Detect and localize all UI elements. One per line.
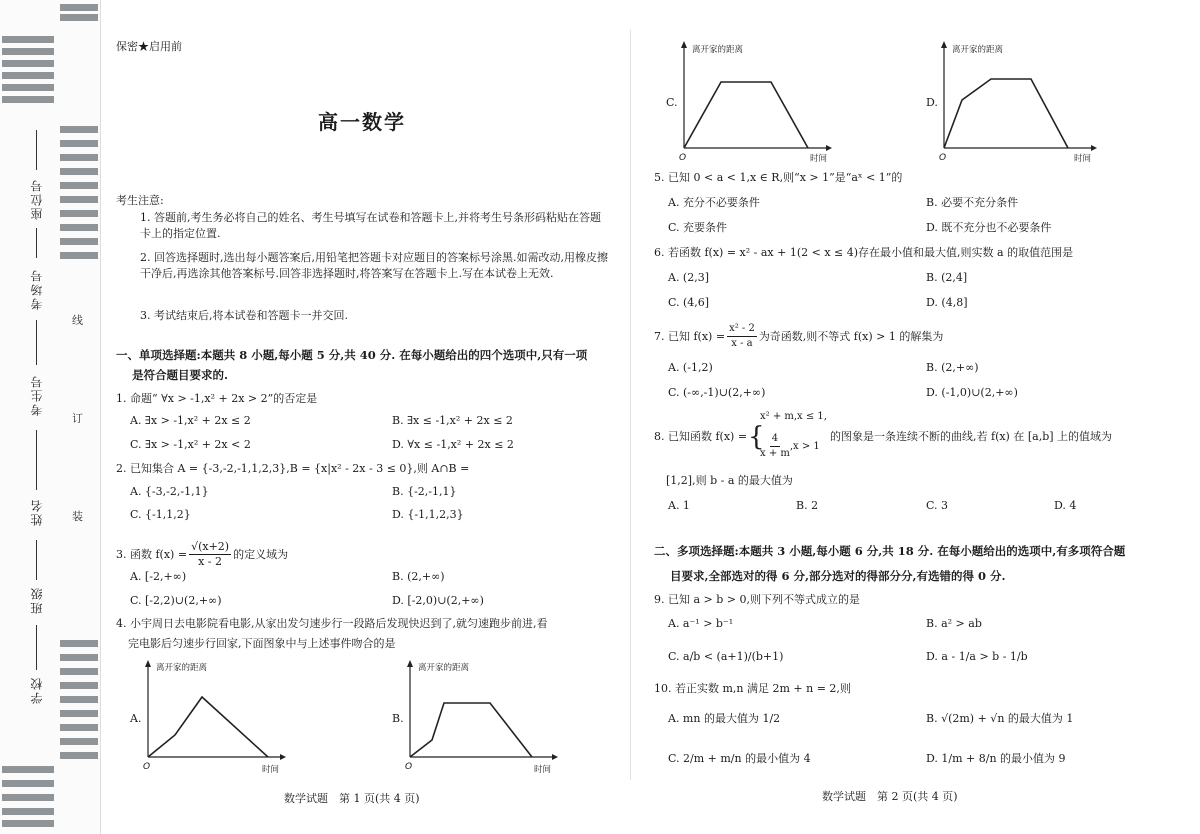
binding-bar bbox=[2, 780, 54, 787]
binding-bar bbox=[60, 724, 98, 731]
q8-brace: { bbox=[748, 422, 765, 452]
q3-option-a: A. [-2,+∞) bbox=[130, 570, 187, 583]
notice-item: 2. 回答选择题时,选出每小题答案后,用铅笔把答题卡对应题目的答案标号涂黑.如需改动,用橡皮擦干净后,再选涂其他答案标号.回答非选择题时,将答案写在答题卡上.写在本试卷上无效. bbox=[140, 251, 608, 280]
y-axis-arrow bbox=[941, 41, 947, 48]
notice-item: 3. 考试结束后,将本试卷和答题卡一并交回. bbox=[140, 309, 348, 322]
q4-stem: 4. 小宇周日去电影院看电影,从家出发匀速步行一段路后发现快迟到了,就匀速跑步前进,看 bbox=[116, 617, 548, 630]
y-axis-arrow bbox=[145, 660, 151, 667]
binding-bar bbox=[2, 36, 54, 43]
page-1 bbox=[110, 0, 620, 834]
q10-option-d: D. 1/m + 8/n 的最小值为 9 bbox=[926, 752, 1066, 765]
graph-b-label: B. bbox=[392, 712, 404, 725]
q7-denominator: x - a bbox=[731, 338, 753, 349]
origin-label: O bbox=[405, 762, 413, 772]
page-2-footer: 数学试题 第 2 页(共 4 页) bbox=[822, 790, 958, 803]
q3-stem-post: 的定义域为 bbox=[233, 547, 289, 561]
q5-option-d: D. 既不充分也不必要条件 bbox=[926, 221, 1052, 234]
q6-option-c: C. (4,6] bbox=[668, 296, 710, 309]
graph-c bbox=[676, 38, 836, 163]
q9-option-d: D. a - 1/a > b - 1/b bbox=[926, 650, 1028, 663]
q8-stem-cont: [1,2],则 b - a 的最大值为 bbox=[666, 474, 793, 487]
q3-fraction bbox=[189, 540, 231, 569]
graph-line bbox=[684, 82, 808, 148]
binding-bar bbox=[60, 14, 98, 21]
fill-line bbox=[36, 228, 37, 258]
binding-bar bbox=[60, 654, 98, 661]
q6-option-d: D. (4,8] bbox=[926, 296, 968, 309]
fold-mark: 订 bbox=[72, 412, 83, 425]
q8-case-2-denominator: x + m bbox=[760, 448, 790, 459]
q6-option-a: A. (2,3] bbox=[668, 271, 710, 284]
q7-stem bbox=[654, 322, 943, 351]
q3-stem-pre: 3. 函数 f(x) = bbox=[116, 547, 188, 561]
binding-bar bbox=[60, 238, 98, 245]
class-label: 班级 bbox=[30, 586, 44, 614]
graph-line bbox=[148, 697, 268, 757]
q3-numerator: √(x+2) bbox=[191, 540, 230, 553]
q6-stem: 6. 若函数 f(x) = x² - ax + 1(2 < x ≤ 4)存在最小值和最大值,则实数 a 的取值范围是 bbox=[654, 246, 1074, 259]
y-axis-arrow bbox=[681, 41, 687, 48]
q7-option-b: B. (2,+∞) bbox=[926, 361, 979, 374]
fill-line bbox=[36, 625, 37, 670]
binding-bar bbox=[2, 84, 54, 91]
q7-option-c: C. (-∞,-1)∪(2,+∞) bbox=[668, 386, 766, 399]
binding-bar bbox=[60, 752, 98, 759]
binding-bar bbox=[60, 696, 98, 703]
binding-bar bbox=[60, 140, 98, 147]
q2-option-c: C. {-1,1,2} bbox=[130, 508, 191, 521]
x-axis-label: 时间 bbox=[262, 765, 280, 775]
section-2-heading-cont: 目要求,全部选对的得 6 分,部分选对的得部分分,有选错的得 0 分. bbox=[670, 569, 1006, 583]
q5-stem: 5. 已知 0 < a < 1,x ∈ R,则“x > 1”是“aˣ < 1”的 bbox=[654, 171, 903, 184]
name-label: 姓名 bbox=[30, 498, 44, 526]
exam-number-label: 考生号 bbox=[30, 374, 44, 416]
q5-option-b: B. 必要不充分条件 bbox=[926, 196, 1019, 209]
x-axis-arrow bbox=[826, 145, 832, 151]
binding-bar bbox=[60, 210, 98, 217]
binding-bar bbox=[60, 196, 98, 203]
y-axis-arrow bbox=[407, 660, 413, 667]
binding-bar bbox=[2, 60, 54, 67]
binding-strip bbox=[0, 0, 101, 834]
fill-line bbox=[36, 540, 37, 580]
binding-bar bbox=[60, 126, 98, 133]
graph-a-label: A. bbox=[130, 712, 142, 725]
fill-line bbox=[36, 130, 37, 170]
binding-bar bbox=[2, 808, 54, 815]
q7-option-d: D. (-1,0)∪(2,+∞) bbox=[926, 386, 1018, 399]
binding-bar bbox=[60, 252, 98, 259]
binding-bar bbox=[60, 668, 98, 675]
q2-stem: 2. 已知集合 A = {-3,-2,-1,1,2,3},B = {x|x² - 2x - 3 ≤ 0},则 A∩B = bbox=[116, 462, 470, 475]
q10-stem: 10. 若正实数 m,n 满足 2m + n = 2,则 bbox=[654, 682, 851, 695]
binding-bar bbox=[60, 738, 98, 745]
page-2 bbox=[640, 0, 1160, 834]
q3-option-c: C. [-2,2)∪(2,+∞) bbox=[130, 594, 222, 607]
x-axis-label: 时间 bbox=[810, 154, 828, 163]
q7-option-a: A. (-1,2) bbox=[668, 361, 713, 374]
q8-case-2-tail: ,x > 1 bbox=[789, 440, 820, 452]
binding-bar bbox=[2, 820, 54, 827]
binding-bar bbox=[60, 710, 98, 717]
q7-stem-post: 为奇函数,则不等式 f(x) > 1 的解集为 bbox=[758, 329, 944, 343]
graph-d bbox=[936, 38, 1101, 163]
binding-bar bbox=[60, 682, 98, 689]
x-axis-arrow bbox=[280, 754, 286, 760]
q8-case-2-fraction bbox=[760, 432, 790, 461]
x-axis-arrow bbox=[552, 754, 558, 760]
exam-room-label: 考场号 bbox=[30, 268, 44, 310]
q8-case-1: x² + m,x ≤ 1, bbox=[760, 411, 827, 422]
q4-stem-cont: 完电影后匀速步行回家,下面图象中与上述事件吻合的是 bbox=[128, 637, 396, 650]
q10-option-c: C. 2/m + m/n 的最小值为 4 bbox=[668, 752, 811, 765]
q8-option-d: D. 4 bbox=[1054, 499, 1077, 512]
graph-c-label: C. bbox=[666, 96, 678, 109]
q5-option-c: C. 充要条件 bbox=[668, 221, 728, 234]
origin-label: O bbox=[143, 762, 151, 772]
fill-line bbox=[36, 430, 37, 490]
notice-title: 考生注意: bbox=[116, 194, 164, 207]
binding-bar bbox=[60, 4, 98, 11]
q1-option-d: D. ∀x ≤ -1,x² + 2x ≤ 2 bbox=[392, 438, 514, 451]
origin-label: O bbox=[939, 153, 947, 163]
q10-option-a: A. mn 的最大值为 1/2 bbox=[668, 712, 781, 725]
section-1-heading-cont: 是符合题目要求的. bbox=[132, 368, 229, 382]
q1-option-b: B. ∃x ≤ -1,x² + 2x ≤ 2 bbox=[392, 414, 513, 427]
q8-stem-post: 的图象是一条连续不断的曲线,若 f(x) 在 [a,b] 上的值域为 bbox=[830, 430, 1113, 443]
q7-stem-pre: 7. 已知 f(x) = bbox=[654, 329, 726, 343]
section-1-heading: 一、单项选择题:本题共 8 小题,每小题 5 分,共 40 分. 在每小题给出的四个选项中,只有一项 bbox=[116, 348, 588, 362]
graph-line bbox=[410, 703, 532, 757]
graph-d-label: D. bbox=[926, 96, 938, 109]
q3-option-b: B. (2,+∞) bbox=[392, 570, 445, 583]
q8-option-c: C. 3 bbox=[926, 499, 949, 512]
q6-option-b: B. (2,4] bbox=[926, 271, 968, 284]
graph-line bbox=[944, 79, 1068, 148]
binding-bar bbox=[60, 168, 98, 175]
binding-bar bbox=[60, 224, 98, 231]
q3-option-d: D. [-2,0)∪(2,+∞) bbox=[392, 594, 484, 607]
binding-bar bbox=[60, 640, 98, 647]
binding-bar bbox=[2, 96, 54, 103]
page-1-footer: 数学试题 第 1 页(共 4 页) bbox=[284, 792, 420, 805]
q9-option-c: C. a/b < (a+1)/(b+1) bbox=[668, 650, 784, 663]
q3-denominator: x - 2 bbox=[198, 555, 223, 568]
seat-label: 座位号 bbox=[30, 178, 44, 220]
q5-option-a: A. 充分不必要条件 bbox=[668, 196, 760, 209]
binding-bar bbox=[2, 72, 54, 79]
y-axis-label: 离开家的距离 bbox=[418, 663, 470, 673]
q8-stem-pre: 8. 已知函数 f(x) = bbox=[654, 430, 748, 443]
q3-stem bbox=[116, 540, 288, 569]
secret-mark: 保密★启用前 bbox=[116, 40, 182, 53]
q9-option-a: A. a⁻¹ > b⁻¹ bbox=[668, 617, 734, 630]
q2-option-b: B. {-2,-1,1} bbox=[392, 485, 457, 498]
q9-option-b: B. a² > ab bbox=[926, 617, 982, 630]
x-axis-label: 时间 bbox=[534, 765, 552, 775]
notice-item: 1. 答题前,考生务必将自己的姓名、考生号填写在试卷和答题卡上,并将考生号条形码粘贴在答题卡上的指定位置. bbox=[140, 211, 601, 240]
q7-numerator: x² - 2 bbox=[727, 322, 757, 337]
origin-label: O bbox=[679, 153, 687, 163]
binding-bar bbox=[2, 48, 54, 55]
graph-a bbox=[140, 655, 290, 780]
graph-b bbox=[402, 655, 562, 780]
y-axis-label: 离开家的距离 bbox=[692, 45, 744, 55]
bind-mark: 装 bbox=[72, 510, 83, 523]
section-2-heading: 二、多项选择题:本题共 3 小题,每小题 6 分,共 18 分. 在每小题给出的选项中,有多项符合题 bbox=[654, 544, 1126, 558]
q1-option-a: A. ∃x > -1,x² + 2x ≤ 2 bbox=[130, 414, 251, 427]
q2-option-d: D. {-1,1,2,3} bbox=[392, 508, 464, 521]
q1-stem: 1. 命题“ ∀x > -1,x² + 2x > 2”的否定是 bbox=[116, 392, 318, 405]
school-label: 学校 bbox=[30, 676, 44, 704]
q10-option-b: B. √(2m) + √n 的最大值为 1 bbox=[926, 712, 1074, 725]
q2-option-a: A. {-3,-2,-1,1} bbox=[130, 485, 209, 498]
page-divider bbox=[630, 30, 631, 780]
q1-option-c: C. ∃x > -1,x² + 2x < 2 bbox=[130, 438, 251, 451]
fill-line bbox=[36, 320, 37, 365]
binding-bar bbox=[2, 766, 54, 773]
q8-option-b: B. 2 bbox=[796, 499, 819, 512]
q8-option-a: A. 1 bbox=[668, 499, 690, 512]
x-axis-label: 时间 bbox=[1074, 154, 1092, 163]
page-title: 高一数学 bbox=[318, 110, 406, 134]
binding-bar bbox=[60, 154, 98, 161]
binding-bar bbox=[2, 794, 54, 801]
y-axis-label: 离开家的距离 bbox=[952, 45, 1004, 55]
binding-bar bbox=[60, 182, 98, 189]
q8-case-2 bbox=[760, 432, 820, 461]
line-mark: 线 bbox=[72, 314, 83, 327]
q8-case-2-numerator: 4 bbox=[770, 432, 780, 447]
y-axis-label: 离开家的距离 bbox=[156, 663, 208, 673]
q7-fraction bbox=[727, 322, 757, 351]
q9-stem: 9. 已知 a > b > 0,则下列不等式成立的是 bbox=[654, 593, 861, 606]
x-axis-arrow bbox=[1091, 145, 1097, 151]
